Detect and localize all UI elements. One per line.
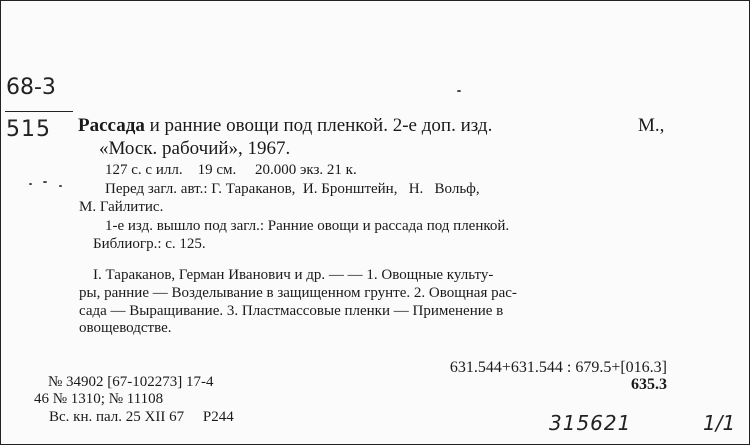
ink-speck: [43, 181, 47, 183]
tracing-line-4: овощеводстве.: [79, 320, 172, 336]
publisher-year: «Моск. рабочий», 1967.: [99, 138, 291, 159]
tracing-line-3: сада — Выращивание. 3. Пластмассовые пленки — Применение в: [79, 303, 504, 319]
registry-line-3: Вс. кн. пал. 25 XII 67 Р244: [49, 409, 234, 425]
shelf-mark-bottom: 515: [6, 117, 51, 142]
inventory-number: 315621: [549, 411, 632, 435]
bbk-index: 635.3: [631, 376, 667, 393]
shelf-mark-top: 68-3: [6, 75, 56, 100]
authors-line-2: М. Гайлитис.: [79, 199, 164, 215]
registry-line-1: № 34902 [67-102273] 17-4: [48, 374, 214, 390]
corner-mark: 1/1: [703, 411, 736, 435]
ink-speck: [59, 185, 62, 187]
ink-speck: [457, 90, 461, 92]
title-rest: и ранние овощи под пленкой. 2-е доп. изд.: [149, 115, 493, 136]
title-bold: Рассада: [78, 115, 145, 136]
physical-description: 127 с. с илл. 19 см. 20.000 экз. 21 к.: [105, 162, 357, 178]
authors-line-1: Перед загл. авт.: Г. Тараканов, И. Бронштейн, Н. Вольф,: [105, 181, 480, 197]
registry-line-2: 46 № 1310; № 11108: [34, 391, 164, 407]
shelf-mark-divider: [5, 111, 73, 112]
tracing-line-2: ры, ранние — Возделывание в защищенном грунте. 2. Овощная рас-: [79, 285, 517, 301]
bibliography-note: Библиогр.: с. 125.: [93, 236, 206, 252]
title-line: [78, 115, 492, 137]
city: М.,: [638, 115, 665, 136]
note-line: 1-е изд. вышло под загл.: Ранние овощи и рассада под пленкой.: [105, 218, 510, 234]
tracing-line-1: I. Тараканов, Герман Иванович и др. — — 1. Овощные культу-: [93, 267, 494, 283]
ink-speck: [29, 183, 32, 185]
udc-index: 631.544+631.544 : 679.5+[016.3]: [449, 359, 667, 376]
